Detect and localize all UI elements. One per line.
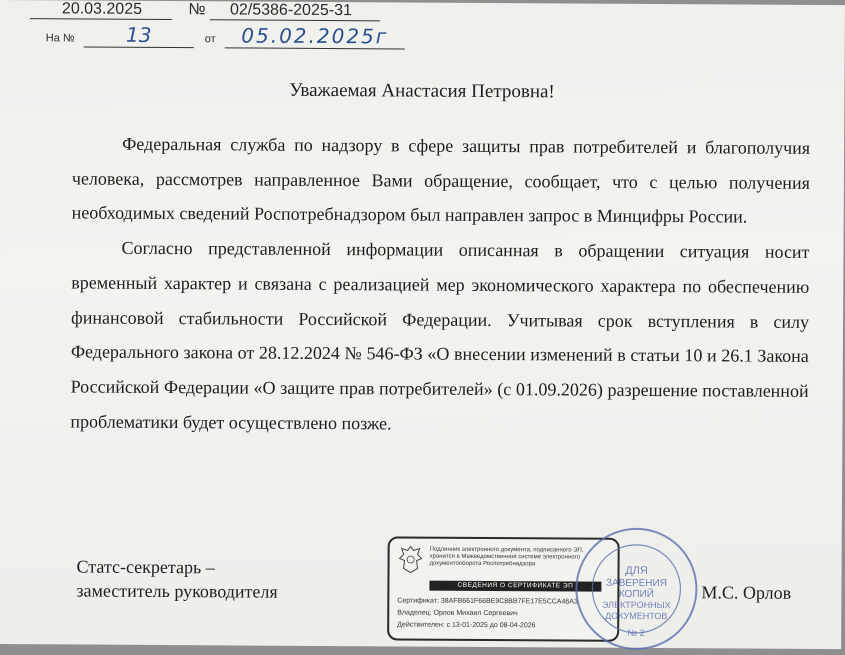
e-signature-line-3: документооборота Роспотребнадзора — [429, 560, 536, 568]
letter-body — [70, 126, 810, 443]
reference-header — [46, 22, 405, 49]
e-signature-line-2: хранится в Межведомственной системе электронного — [429, 553, 580, 561]
reference-date: 05.02.2025г — [241, 23, 389, 49]
certificate-serial: Сертификат: 38AFB661F66BE9C8BB7FE17E5CCA46A3 — [397, 597, 578, 606]
stamp-text-mid1: ЗАВЕРЕНИЯ — [605, 577, 667, 590]
greeting: Уважаемая Анастасия Петровна! — [289, 79, 555, 103]
position-line-2: заместитель руководителя — [76, 580, 278, 602]
reference-date-field — [225, 23, 405, 49]
outgoing-number: 02/5386-2025-31 — [210, 1, 380, 21]
stamp-text-mid3: ЭЛЕКТРОННЫХ — [601, 599, 671, 611]
signatory-position — [76, 554, 278, 603]
paragraph-2: Согласно представленной информации описанная в обращении ситуация носит временный характер и связана с реализацией мер экономического характера по обеспечению финансовой стабильности Российской Федерации. Учитывая срок вступления в силу Федерального закона от 28.12.2024 № 546-ФЗ «О внесении изменений в статьи 10 и 26.1 Закона Российской Федерации «О защите прав потребителей» (с 01.09.2026) разрешение поставленной проблематики будет осуществлено позже. — [70, 237, 810, 434]
number-sign: № — [188, 1, 206, 19]
position-line-1: Статс-секретарь – — [76, 556, 215, 578]
signatory-name: М.С. Орлов — [701, 582, 792, 603]
certification-stamp — [571, 524, 702, 655]
reference-number-field — [84, 23, 194, 49]
stamp-text-mid2: КОПИЙ — [618, 588, 654, 601]
registration-header — [30, 0, 380, 21]
certificate-title: СВЕДЕНИЯ О СЕРТИФИКАТЕ ЭП — [429, 581, 601, 592]
paragraph-1: Федеральная служба по надзору в сфере защиты прав потребителей и благополучия человека, рассмотрев направленное Вами обращение, сообщает, что с целью получения необходимых сведений Роспотребнадзором был направлен запрос в Минцифры России. — [71, 133, 811, 227]
stamp-text-top: ДЛЯ — [625, 564, 648, 577]
letter-date: 20.03.2025 — [30, 0, 172, 20]
stamp-text-mid4: ДОКУМЕНТОВ — [605, 610, 668, 622]
coat-of-arms-icon — [397, 544, 423, 574]
certificate-owner: Владелец: Орлов Михаил Сергеевич — [397, 609, 518, 618]
e-signature-line-1: Подлинник электронного документа, подписанного ЭП, — [429, 546, 584, 554]
stamp-number: № 2 — [627, 627, 645, 638]
reference-number: 13 — [125, 22, 152, 47]
na-no-label: На № — [45, 32, 75, 45]
certificate-validity: Действителен: с 13-01-2025 до 08-04-2026 — [397, 621, 536, 630]
ot-label: от — [204, 33, 216, 46]
